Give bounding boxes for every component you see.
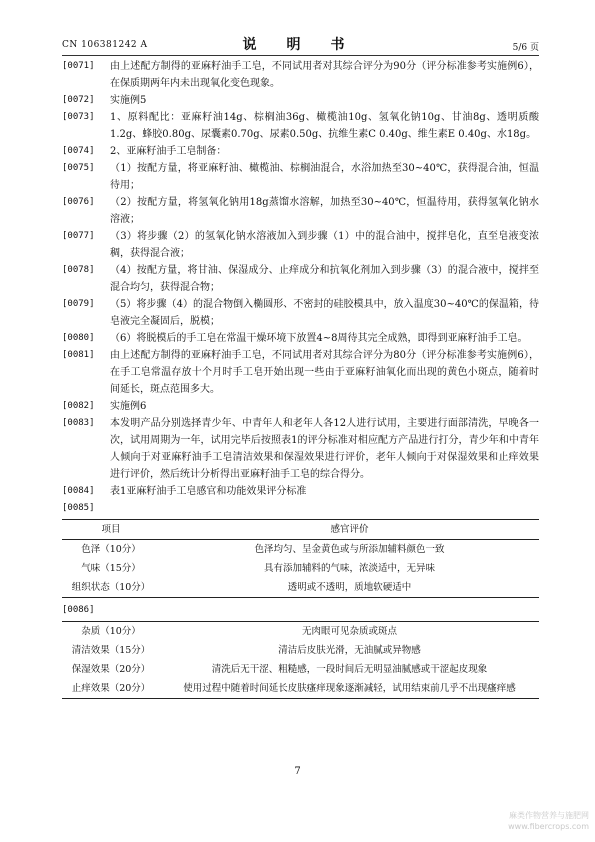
paragraph	[62, 483, 539, 500]
evaluation-table-2	[62, 621, 539, 699]
table-cell-item: 杂质（10分）	[81, 626, 141, 637]
column-header-item: 项目	[101, 524, 121, 535]
paragraph-number: [0080]	[62, 333, 95, 343]
paragraph	[62, 262, 539, 296]
paragraph	[62, 143, 539, 160]
paragraph	[62, 415, 539, 483]
patent-number: CN 106381242 A	[62, 40, 148, 50]
table-row	[62, 679, 539, 699]
paragraph	[62, 228, 539, 262]
paragraph-text: （5）将步骤（4）的混合物倒入椭圆形、不密封的硅胶模具中，放入温度30~40℃的保温箱，待皂液完全凝固后，脱模；	[110, 299, 539, 327]
table-cell-item: 组织状态（10分）	[71, 582, 151, 593]
paragraph	[62, 92, 539, 109]
document-body	[62, 58, 539, 703]
table-cell-item: 保湿效果（20分）	[71, 664, 151, 675]
paragraph-number: [0077]	[62, 231, 95, 241]
table-cell-evaluation: 使用过程中随着时间延长皮肤瘙痒现象逐渐减轻，试用结束前几乎不出现瘙痒感	[183, 683, 516, 694]
paragraph-text: （1）按配方量，将亚麻籽油、橄榄油、棕榈油混合，水浴加热至30~40℃，获得混合油，恒温待用；	[110, 163, 539, 191]
table-cell-evaluation: 透明或不透明，质地软硬适中	[287, 582, 412, 593]
paragraph-number: [0082]	[62, 401, 95, 411]
table-cell-evaluation: 色泽均匀、呈金黄色或与所添加辅料颜色一致	[254, 544, 445, 555]
paragraph	[62, 109, 539, 143]
paragraph-text: 2、亚麻籽油手工皂制备：	[110, 146, 227, 157]
paragraph-text: 由上述配方制得的亚麻籽油手工皂，不同试用者对其综合评分为90分（评分标准参考实施例6），在保质期两年内未出现氧化变色现象。	[110, 61, 539, 89]
table-cell-evaluation: 清洗后无干涩、粗糙感，一段时间后无明显油腻感或干涩起皮现象	[211, 664, 488, 675]
table-cell-item: 气味（15分）	[81, 563, 141, 574]
paragraph-number: [0083]	[62, 418, 95, 428]
table-cell-evaluation: 清洁后皮肤光滑，无油腻或异物感	[278, 645, 421, 656]
table-cell-item: 止痒效果（20分）	[71, 683, 151, 694]
paragraph-list	[62, 58, 539, 517]
table-row	[62, 622, 539, 642]
paragraph-number: [0076]	[62, 197, 95, 207]
paragraph	[62, 296, 539, 330]
watermark-name: 麻类作物营养与施肥网	[509, 811, 589, 820]
table-row	[62, 559, 539, 578]
paragraph	[62, 398, 539, 415]
paragraph-text: （4）按配方量，将甘油、保湿成分、止痒成分和抗氧化剂加入到步骤（3）的混合液中，搅拌至混合均匀，获得混合物；	[110, 265, 539, 293]
paragraph-number: [0073]	[62, 112, 95, 122]
table-row	[62, 660, 539, 679]
paragraph-number: [0085]	[62, 503, 95, 513]
paragraph-text: 由上述配方制得的亚麻籽油手工皂，不同试用者对其综合评分为80分（评分标准参考实施例6），在手工皂常温存放十个月时手工皂开始出现一些由于亚麻籽油氧化而出现的黄色小斑点，随着时间延长，斑点范围多大。	[110, 350, 539, 395]
table-cell-evaluation: 无肉眼可见杂质或斑点	[301, 626, 397, 637]
paragraph-number: [0081]	[62, 350, 95, 360]
table-cell-evaluation: 具有添加辅料的气味，浓淡适中，无异味	[263, 563, 435, 574]
paragraph-number: [0078]	[62, 265, 95, 275]
paragraph-number: [0075]	[62, 163, 95, 173]
table-cell-item: 清洁效果（15分）	[71, 645, 151, 656]
header-divider	[62, 55, 539, 56]
paragraph	[62, 500, 539, 517]
paragraph	[62, 602, 539, 619]
paragraph	[62, 330, 539, 347]
table-row	[62, 641, 539, 660]
paragraph	[62, 58, 539, 92]
page-number: 7	[294, 766, 301, 777]
paragraph-number: [0074]	[62, 146, 95, 156]
paragraph	[62, 194, 539, 228]
paragraph	[62, 160, 539, 194]
document-title: 说 明 书	[242, 37, 353, 53]
paragraph-text: （6）将脱模后的手工皂在常温干燥环境下放置4~8周待其完全成熟，即得到亚麻籽油手工皂。	[110, 333, 528, 344]
paragraph-number: [0086]	[62, 605, 95, 615]
watermark-url: www.fibercrops.com	[508, 822, 589, 831]
paragraph-text	[110, 500, 539, 517]
paragraph	[62, 347, 539, 398]
paragraph-text: 本发明产品分别选择青少年、中青年人和老年人各12人进行试用，主要进行面部清洗，早晚各一次，试用周期为一年，试用完毕后按照表1的评分标准对相应配方产品进行打分，青少年和中青年人倾向于对亚麻籽油手工皂清洁效果和保湿效果进行评价，老年人倾向于对保湿效果和止痒效果进行评价，然后统计分析得出亚麻籽油手工皂的综合得分。	[110, 418, 539, 480]
evaluation-table-1	[62, 519, 539, 598]
watermark	[508, 810, 589, 832]
paragraph-number: [0072]	[62, 95, 95, 105]
paragraph-text: （3）将步骤（2）的氢氧化钠水溶液加入到步骤（1）中的混合油中，搅拌皂化，直至皂液变浓稠，获得混合液；	[110, 231, 539, 259]
table-row	[62, 540, 539, 560]
paragraph-number: [0079]	[62, 299, 95, 309]
paragraph-number: [0071]	[62, 61, 95, 71]
page-indicator: 5/6 页	[512, 43, 539, 53]
table-header-row	[62, 520, 539, 540]
table-row	[62, 578, 539, 598]
table-cell-item: 色泽（10分）	[81, 544, 141, 555]
column-header-evaluation: 感官评价	[330, 524, 369, 535]
paragraph-text	[110, 602, 539, 619]
paragraph-text: 实施例5	[110, 95, 147, 106]
paragraph-text: 表1亚麻籽油手工皂感官和功能效果评分标准	[110, 486, 307, 497]
paragraph-number: [0084]	[62, 486, 95, 496]
paragraph-text: （2）按配方量，将氢氧化钠用18g蒸馏水溶解，加热至30~40℃，恒温待用，获得氢氧化钠水溶液；	[110, 197, 539, 225]
paragraph-text: 1、原料配比：亚麻籽油14g、棕榈油36g、橄榄油10g、氢氧化钠10g、甘油8g、透明质酸1.2g、蜂胶0.80g、尿囊素0.70g、尿素0.50g、抗维生素C 0.40g、维生素E 0.40g、水18g。	[110, 112, 539, 140]
paragraph-text: 实施例6	[110, 401, 147, 412]
